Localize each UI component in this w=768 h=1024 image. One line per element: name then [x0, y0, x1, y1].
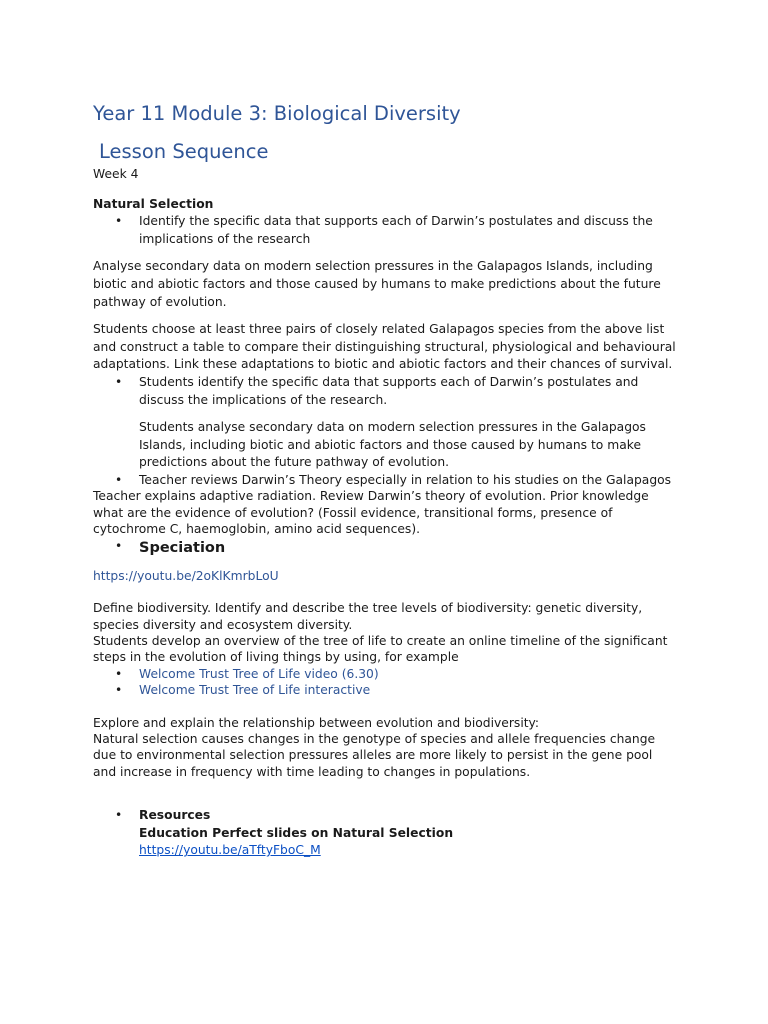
link-list	[93, 666, 678, 699]
bullet-icon: •	[115, 808, 123, 823]
list-item	[93, 682, 678, 698]
bullet-icon: •	[115, 214, 123, 229]
bullet-list	[93, 538, 678, 558]
paragraph: Students choose at least three pairs of closely related Galapagos species from the above list and construct a table to compare their distinguishing structural, physiological and behavioural adaptations. Link these adaptations to biotic and abiotic factors and their chances of survival.	[93, 322, 676, 372]
paragraph: Analyse secondary data on modern selection pressures in the Galapagos Islands, including biotic and abiotic factors and those caused by humans to make predictions about the future pathway of evolution.	[93, 259, 661, 309]
bullet-list	[93, 213, 678, 248]
bullet-icon: •	[115, 666, 123, 681]
page-subtitle: Lesson Sequence	[99, 140, 269, 163]
bullet-icon: •	[115, 683, 123, 698]
list-item	[93, 472, 678, 488]
list-item-text: Identify the specific data that supports each of Darwin’s postulates and discuss the implications of the research	[139, 214, 653, 246]
list-item-text: Teacher reviews Darwin’s Theory especially in relation to his studies on the Galapagos	[139, 472, 672, 487]
speciation-video-link[interactable]: https://youtu.be/2oKlKmrbLoU	[93, 568, 279, 583]
list-item	[93, 374, 678, 409]
resources-heading: Resources	[139, 808, 211, 823]
paragraph: Explore and explain the relationship between evolution and biodiversity:	[93, 715, 540, 730]
tree-of-life-interactive-link[interactable]: Welcome Trust Tree of Life interactive	[139, 683, 371, 698]
list-item	[93, 538, 678, 558]
week-label: Week 4	[93, 167, 139, 181]
paragraph: Students develop an overview of the tree of life to create an online timeline of the significant steps in the evolution of living things by using, for example	[93, 633, 668, 665]
resources-list	[93, 807, 678, 860]
bullet-icon: •	[115, 538, 123, 553]
paragraph: Natural selection causes changes in the genotype of species and allele frequencies change due to environmental selection pressures alleles are more likely to persist in the gene pool and increase in frequency with time leading to changes in populations.	[93, 731, 656, 779]
speciation-heading: Speciation	[139, 539, 226, 556]
document-page	[93, 100, 678, 860]
bullet-icon: •	[115, 472, 123, 487]
bullet-list	[93, 374, 678, 409]
list-item	[93, 666, 678, 682]
natural-selection-heading: Natural Selection	[93, 196, 214, 211]
list-item-text: Students identify the specific data that supports each of Darwin’s postulates and discuss the implications of the research.	[139, 374, 639, 407]
bullet-list	[93, 472, 678, 488]
tree-of-life-video-link[interactable]: Welcome Trust Tree of Life video (6.30)	[139, 666, 379, 681]
list-item	[93, 213, 678, 248]
list-item	[93, 807, 678, 860]
paragraph: Define biodiversity. Identify and describe the tree levels of biodiversity: genetic diversity, species diversity and ecosystem diversity.	[93, 601, 643, 632]
resources-item: Education Perfect slides on Natural Selection	[139, 825, 454, 840]
resources-video-link[interactable]: https://youtu.be/aTftyFboC_M	[139, 843, 321, 858]
bullet-icon: •	[115, 374, 123, 389]
indented-paragraph: Students analyse secondary data on modern selection pressures in the Galapagos Islands, including biotic and abiotic factors and those caused by humans to make predictions about the future pathway of evolution.	[139, 420, 646, 470]
page-title: Year 11 Module 3: Biological Diversity	[93, 102, 461, 125]
paragraph: Teacher explains adaptive radiation. Review Darwin’s theory of evolution. Prior knowledge what are the evidence of evolution? (Fossil evidence, transitional forms, presence of cytochrome C, haemoglobin, amino acid sequences).	[93, 489, 649, 537]
